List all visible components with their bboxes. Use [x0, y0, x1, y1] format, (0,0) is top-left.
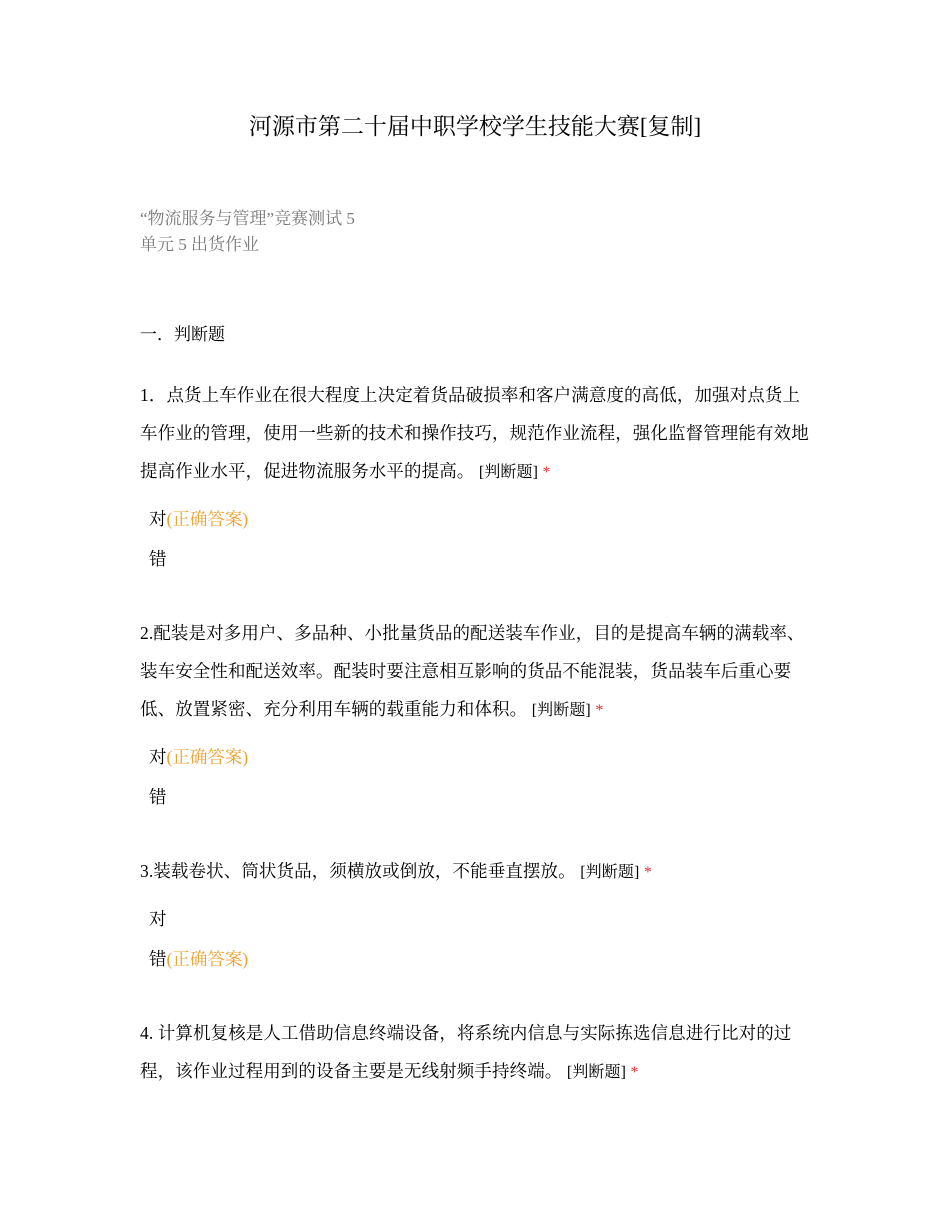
question-3	[140, 852, 815, 972]
description-line-2: 单元 5 出货作业	[140, 235, 259, 254]
option-false[interactable]: 错	[149, 787, 167, 807]
question-type-label: [判断题]	[566, 1064, 627, 1081]
section-heading: 一．判断题	[140, 325, 225, 344]
correct-answer-mark: (正确答案)	[166, 949, 249, 969]
question-type-label: [判断题]	[478, 464, 539, 481]
required-mark: *	[542, 464, 551, 481]
option-false[interactable]: 错	[149, 549, 167, 569]
correct-answer-mark: (正确答案)	[166, 747, 249, 767]
question-text: 1．点货上车作业在很大程度上决定着货品破损率和客户满意度的高低，加强对点货上车作业的管理，使用一些新的技术和操作技巧，规范作业流程，强化监督管理能有效地提高作业水平，促进物流服务水平的提高。 [判断题] *	[140, 385, 809, 481]
required-mark: *	[643, 864, 652, 881]
correct-answer-mark: (正确答案)	[166, 509, 249, 529]
option-true[interactable]: 对(正确答案)	[149, 509, 249, 529]
option-false[interactable]: 错(正确答案)	[149, 949, 249, 969]
question-text: 3.装载卷状、筒状货品，须横放或倒放，不能垂直摆放。 [判断题] *	[140, 861, 652, 881]
question-type-label: [判断题]	[531, 702, 591, 719]
question-2	[140, 614, 815, 810]
survey-description	[140, 206, 820, 258]
question-text: 2.配装是对多用户、多品种、小批量货品的配送装车作业，目的是提高车辆的满载率、装车安全性和配送效率。配装时要注意相互影响的货品不能混装，货品装车后重心要低、放置紧密、充分利用车辆的载重能力和体积。 [判断题] *	[140, 623, 805, 719]
description-line-1: “物流服务与管理”竞赛测试 5	[140, 209, 355, 228]
option-true[interactable]: 对(正确答案)	[149, 747, 249, 767]
question-4	[140, 1014, 815, 1092]
question-1	[140, 376, 815, 572]
page-title: 河源市第二十届中职学校学生技能大赛[复制]	[248, 114, 702, 139]
required-mark: *	[595, 702, 604, 719]
required-mark: *	[630, 1064, 639, 1081]
question-type-label: [判断题]	[580, 864, 640, 881]
question-text: 4. 计算机复核是人工借助信息终端设备，将系统内信息与实际拣选信息进行比对的过程，该作业过程用到的设备主要是无线射频手持终端。 [判断题] *	[140, 1023, 792, 1081]
option-true[interactable]: 对	[149, 909, 167, 929]
